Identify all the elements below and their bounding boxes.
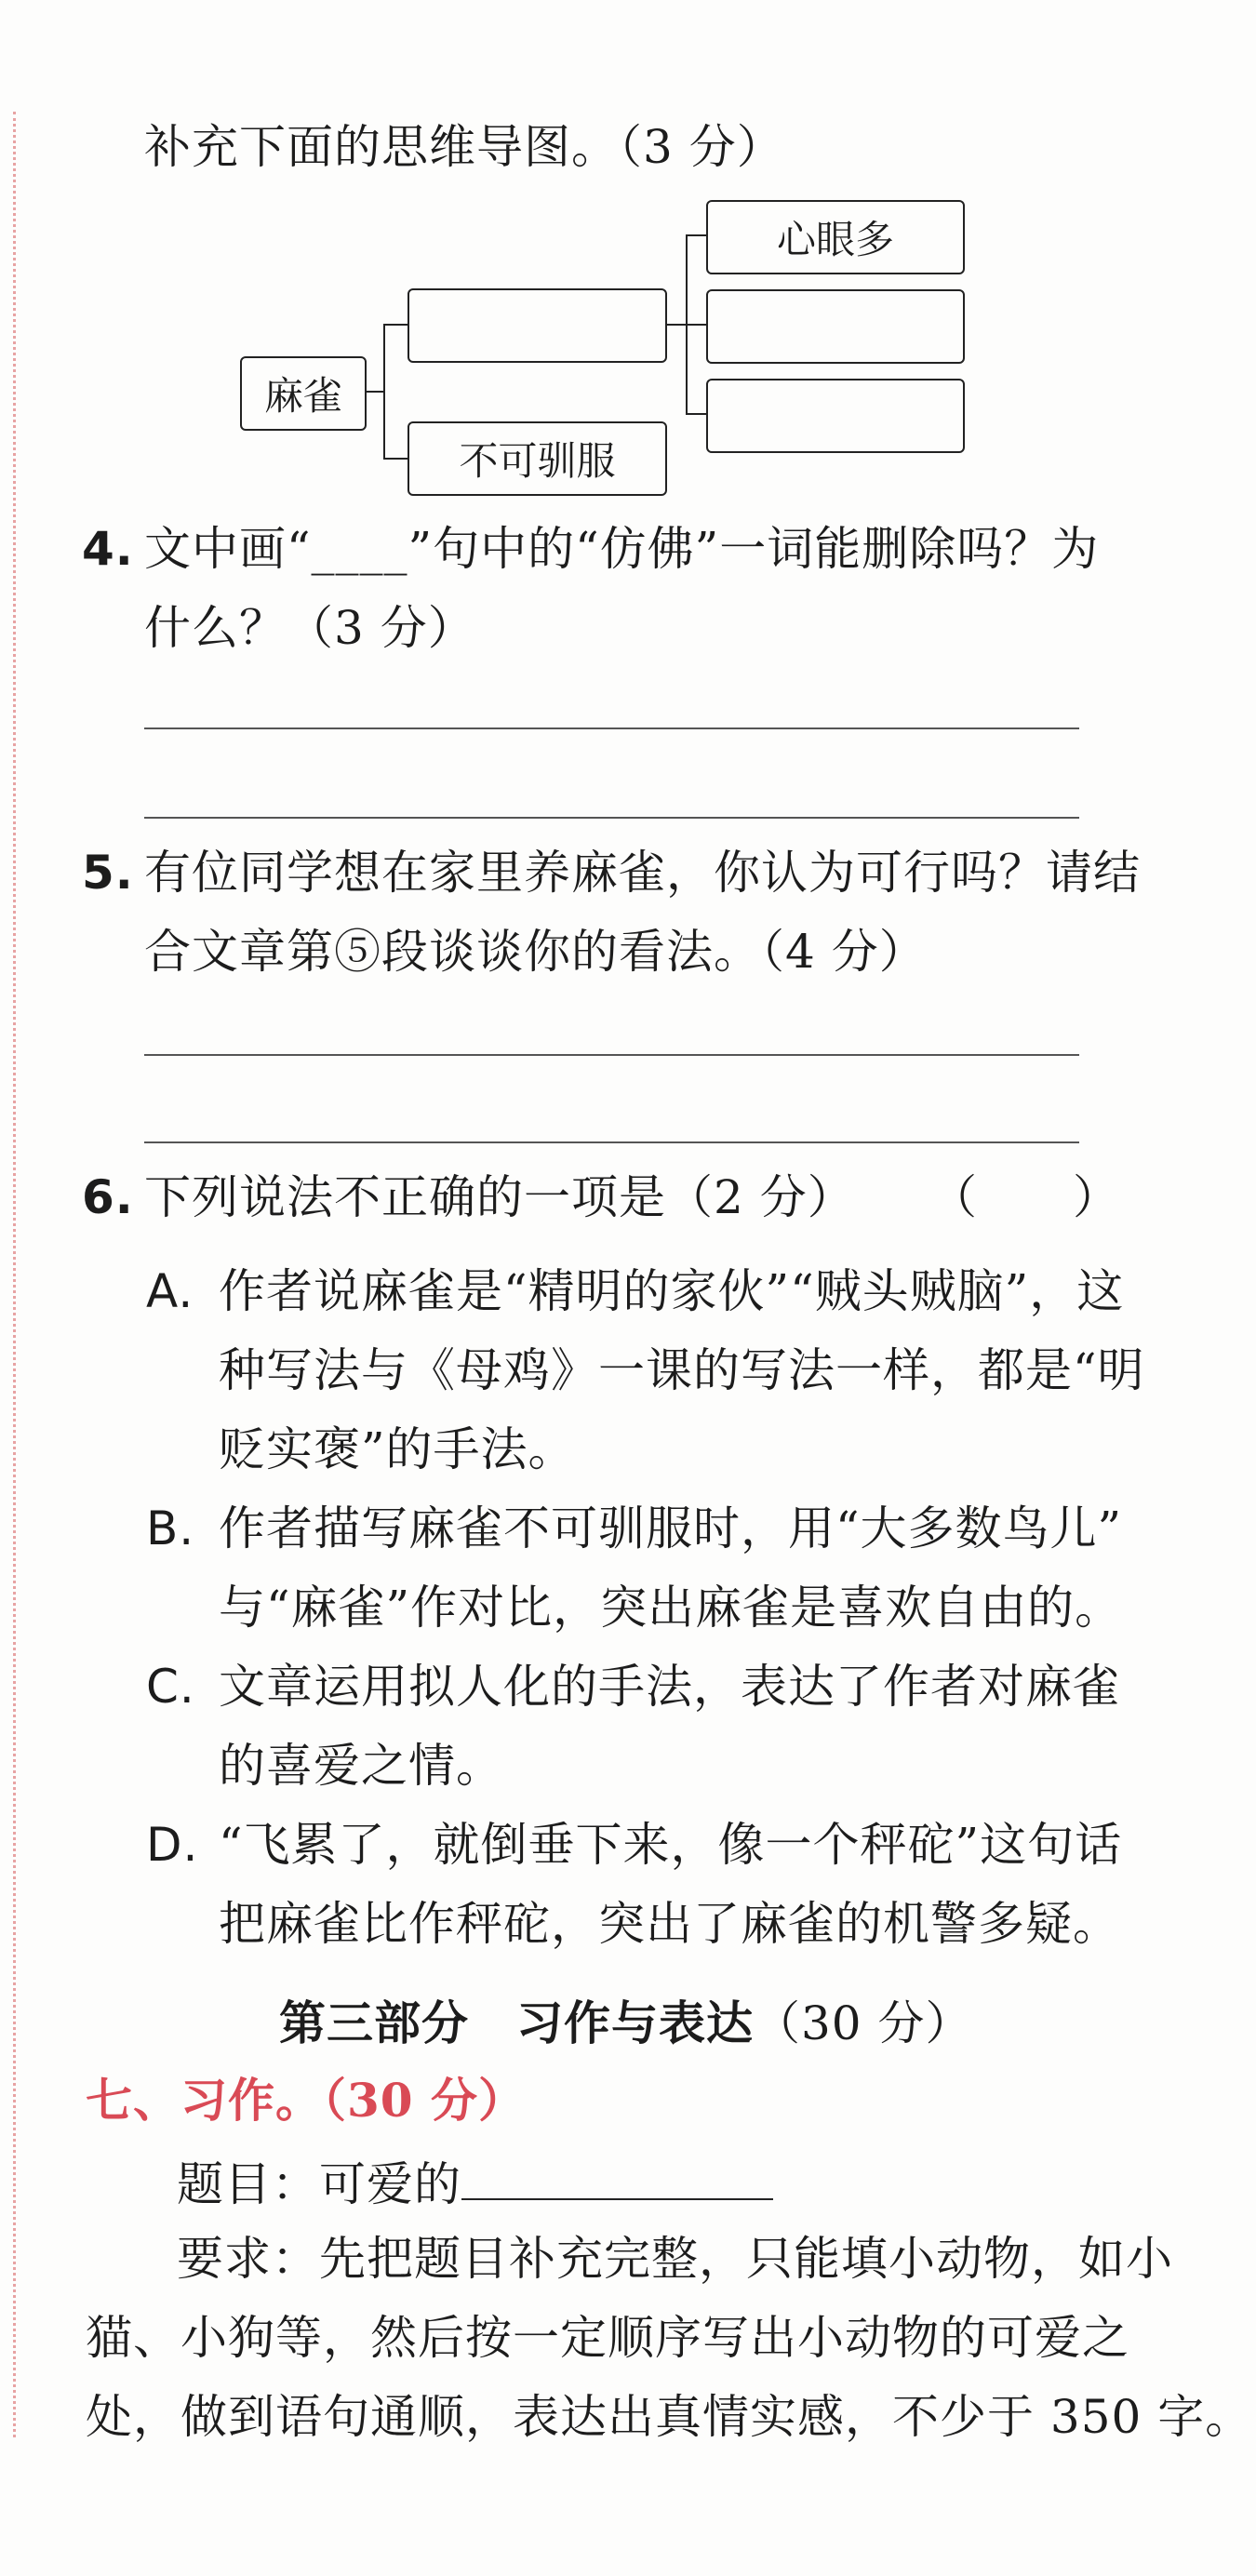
q4-answer-line-1[interactable] — [144, 727, 1079, 729]
option-d-line1: “飞累了，就倒垂下来，像一个秤砣”这句话 — [219, 1818, 1123, 1872]
option-a-line3: 贬实褒”的手法。 — [219, 1422, 576, 1476]
q5-answer-line-1[interactable] — [144, 1054, 1079, 1056]
q7-req-line1: 要求：先把题目补充完整，只能填小动物，如小 — [177, 2232, 1173, 2286]
option-c-line2: 的喜爱之情。 — [219, 1739, 503, 1793]
q4-answer-line-2[interactable] — [144, 817, 1079, 819]
mindmap-leaf-1: 心眼多 — [706, 200, 965, 274]
option-b-line1: 作者描写麻雀不可驯服时，用“大多数鸟儿” — [219, 1502, 1123, 1555]
q6-number: 6. — [82, 1170, 134, 1224]
option-a-label: A. — [146, 1264, 194, 1318]
q6-stem: 下列说法不正确的一项是（2 分） — [144, 1170, 855, 1224]
q3-text: 补充下面的思维导图。（3 分） — [144, 120, 784, 174]
option-d-line2: 把麻雀比作秤砣，突出了麻雀的机警多疑。 — [219, 1897, 1120, 1951]
connector — [383, 324, 408, 326]
option-b-line2: 与“麻雀”作对比，突出麻雀是喜欢自由的。 — [219, 1581, 1123, 1635]
option-d-label: D. — [146, 1818, 199, 1872]
connector — [686, 413, 706, 415]
option-b-label: B. — [146, 1502, 195, 1555]
mindmap-leaf-2[interactable] — [706, 289, 965, 364]
connector — [686, 234, 706, 236]
part3-title-score: （30 分） — [754, 1996, 973, 2050]
q7-req-line3: 处，做到语句通顺，表达出真情实感，不少于 350 字。 — [86, 2390, 1253, 2444]
margin-dotted-line — [13, 112, 16, 2437]
option-c-line1: 文章运用拟人化的手法，表达了作者对麻雀 — [219, 1660, 1120, 1714]
q7-req-line2: 猫、小狗等，然后按一定顺序写出小动物的可爱之 — [86, 2311, 1129, 2365]
connector — [365, 391, 383, 393]
q7-topic — [177, 2152, 773, 2212]
mindmap-leaf-3[interactable] — [706, 379, 965, 453]
q5-line2: 合文章第⑤段谈谈你的看法。（4 分） — [144, 925, 927, 979]
part3-title-bold: 第三部分 习作与表达 — [279, 1995, 754, 2050]
connector — [383, 324, 385, 459]
q4-line1: 文中画“____”句中的“仿佛”一词能删除吗？为 — [144, 522, 1100, 576]
q4-line2: 什么？（3 分） — [144, 601, 475, 655]
q5-line1: 有位同学想在家里养麻雀，你认为可行吗？请结 — [144, 846, 1141, 900]
part3-title — [279, 1995, 973, 2051]
q7-topic-label: 题目：可爱的 — [177, 2157, 461, 2211]
q5-answer-line-2[interactable] — [144, 1141, 1079, 1143]
mindmap-branch-top[interactable] — [408, 288, 667, 363]
mindmap-branch-bottom: 不可驯服 — [408, 421, 667, 496]
q7-topic-blank[interactable] — [461, 2152, 773, 2200]
mindmap-root: 麻雀 — [240, 356, 367, 431]
option-c-label: C. — [146, 1660, 195, 1714]
q6-answer-paren[interactable]: （ ） — [930, 1170, 1120, 1224]
option-a-line2: 种写法与《母鸡》一课的写法一样，都是“明 — [219, 1343, 1145, 1397]
connector — [383, 458, 408, 460]
option-a-line1: 作者说麻雀是“精明的家伙”“贼头贼脑”，这 — [219, 1264, 1125, 1318]
connector — [686, 324, 706, 326]
q5-number: 5. — [82, 846, 134, 900]
q7-heading: 七、习作。（30 分） — [86, 2073, 526, 2128]
q4-number: 4. — [82, 522, 134, 576]
connector — [665, 324, 686, 326]
